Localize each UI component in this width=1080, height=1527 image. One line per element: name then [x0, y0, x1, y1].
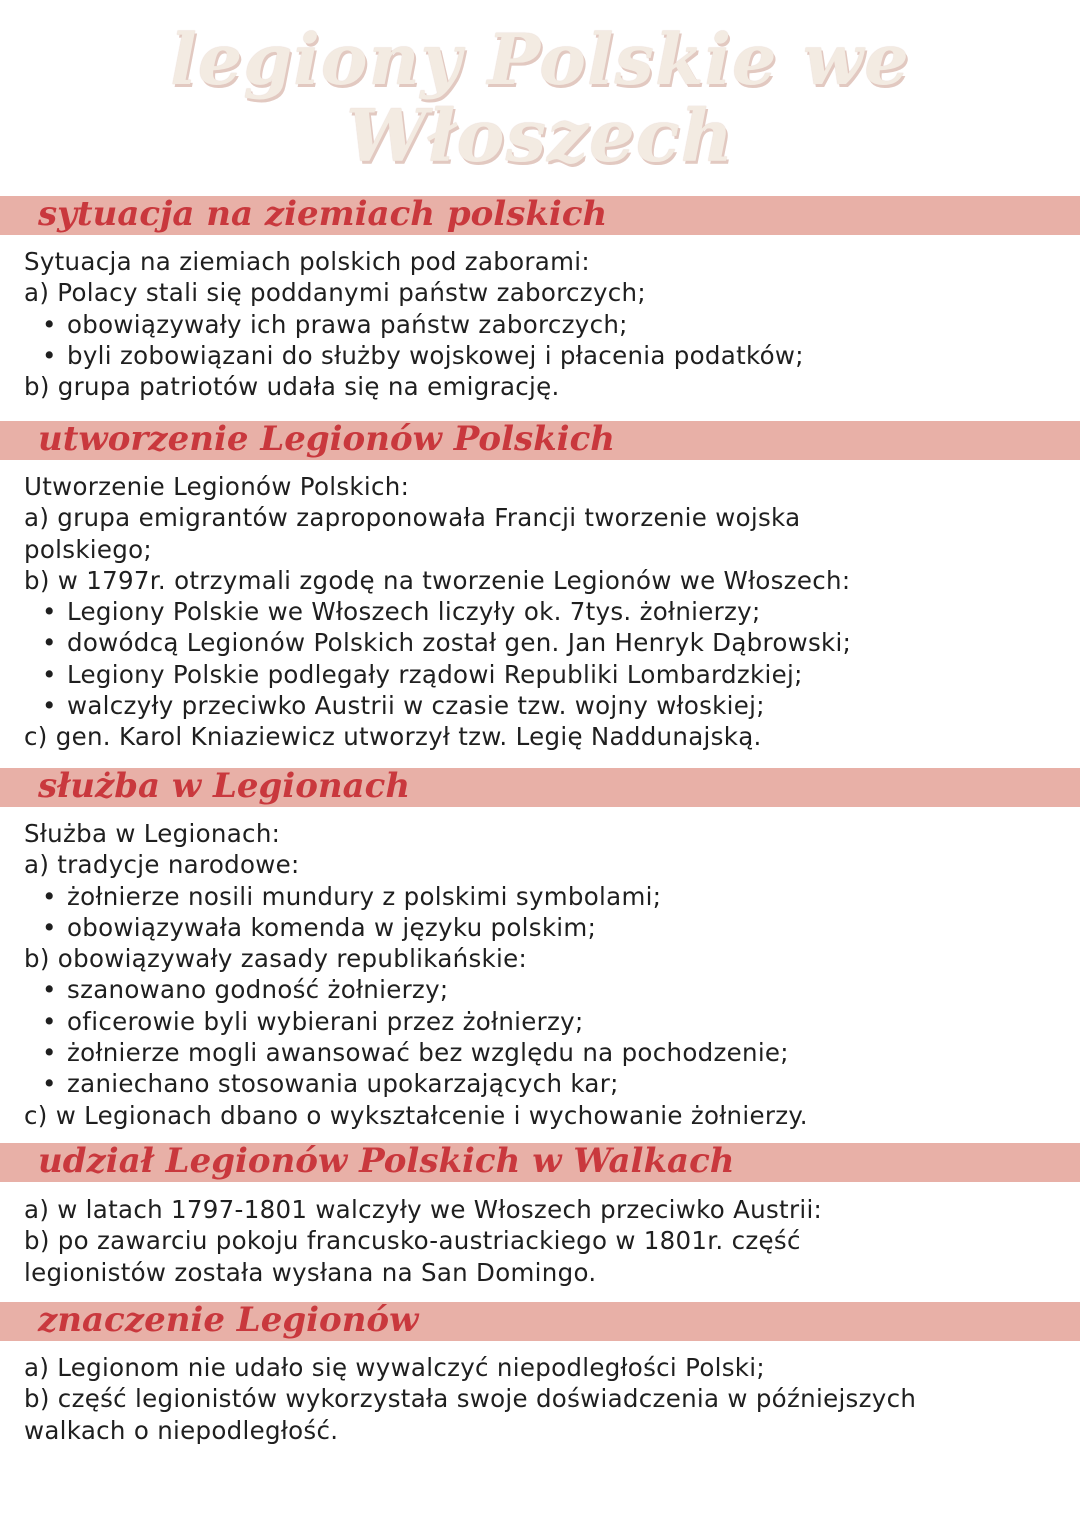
- page-title: [0, 18, 1080, 178]
- text-line: b) grupa patriotów udała się na emigrację.: [24, 372, 560, 402]
- section-header-utworzenie: [0, 421, 1080, 460]
- text-line: c) gen. Karol Kniaziewicz utworzył tzw. Legię Naddunajską.: [24, 722, 762, 752]
- title-line-1: legiony Polskie we: [170, 18, 910, 101]
- bullet-item: • żołnierze mogli awansować bez względu na pochodzenie;: [24, 1037, 1064, 1068]
- bullet-item: • Legiony Polskie podlegały rządowi Republiki Lombardzkiej;: [24, 659, 1064, 690]
- section-body-sluzba: [24, 818, 1064, 1131]
- bullet-item: • obowiązywała komenda w języku polskim;: [24, 912, 1064, 943]
- section-body-znaczenie: [24, 1352, 1064, 1446]
- section-body-udzial: [24, 1194, 1064, 1288]
- bullet-item: • dowódcą Legionów Polskich został gen. Jan Henryk Dąbrowski;: [24, 627, 1064, 658]
- section-heading: utworzenie Legionów Polskich: [38, 419, 616, 459]
- text-line: legionistów została wysłana na San Domingo.: [24, 1257, 597, 1287]
- text-line: b) w 1797r. otrzymali zgodę na tworzenie Legionów we Włoszech:: [24, 565, 851, 595]
- bullet-item: • byli zobowiązani do służby wojskowej i płacenia podatków;: [24, 340, 1064, 371]
- section-heading: sytuacja na ziemiach polskich: [38, 194, 608, 234]
- text-line: a) w latach 1797-1801 walczyły we Włoszech przeciwko Austrii:: [24, 1195, 823, 1224]
- bullet-item: • walczyły przeciwko Austrii w czasie tzw. wojny włoskiej;: [24, 690, 1064, 721]
- text-line: polskiego;: [24, 534, 152, 564]
- text-line: a) Legionom nie udało się wywalczyć niepodległości Polski;: [24, 1353, 765, 1382]
- title-line-2: Włoszech: [345, 93, 734, 178]
- section-header-sluzba: [0, 768, 1080, 807]
- text-line: a) tradycje narodowe:: [24, 850, 300, 880]
- bullet-item: • zaniechano stosowania upokarzających kar;: [24, 1068, 1064, 1099]
- section-header-znaczenie: [0, 1302, 1080, 1341]
- bullet-item: • obowiązywały ich prawa państw zaborczych;: [24, 309, 1064, 340]
- text-line: b) po zawarciu pokoju francusko-austriackiego w 1801r. część: [24, 1226, 801, 1256]
- text-line: b) część legionistów wykorzystała swoje doświadczenia w późniejszych: [24, 1384, 917, 1414]
- section-body-sytuacja: [24, 246, 1064, 402]
- text-line: walkach o niepodległość.: [24, 1415, 339, 1445]
- section-body-utworzenie: [24, 471, 1064, 753]
- text-line: a) grupa emigrantów zaproponowała Francji tworzenie wojska: [24, 503, 801, 533]
- section-heading: znaczenie Legionów: [38, 1300, 419, 1340]
- bullet-item: • oficerowie byli wybierani przez żołnierzy;: [24, 1006, 1064, 1037]
- bullet-item: • szanowano godność żołnierzy;: [24, 974, 1064, 1005]
- text-line: b) obowiązywały zasady republikańskie:: [24, 944, 528, 974]
- bullet-item: • żołnierze nosili mundury z polskimi symbolami;: [24, 881, 1064, 912]
- text-line: a) Polacy stali się poddanymi państw zaborczych;: [24, 278, 646, 308]
- text-line: Sytuacja na ziemiach polskich pod zaborami:: [24, 247, 590, 276]
- section-heading: służba w Legionach: [38, 766, 411, 806]
- section-heading: udział Legionów Polskich w Walkach: [38, 1141, 735, 1181]
- text-line: Utworzenie Legionów Polskich:: [24, 472, 410, 501]
- text-line: Służba w Legionach:: [24, 819, 281, 848]
- section-header-sytuacja: [0, 196, 1080, 235]
- section-header-udzial: [0, 1143, 1080, 1182]
- bullet-item: • Legiony Polskie we Włoszech liczyły ok. 7tys. żołnierzy;: [24, 596, 1064, 627]
- text-line: c) w Legionach dbano o wykształcenie i wychowanie żołnierzy.: [24, 1100, 808, 1130]
